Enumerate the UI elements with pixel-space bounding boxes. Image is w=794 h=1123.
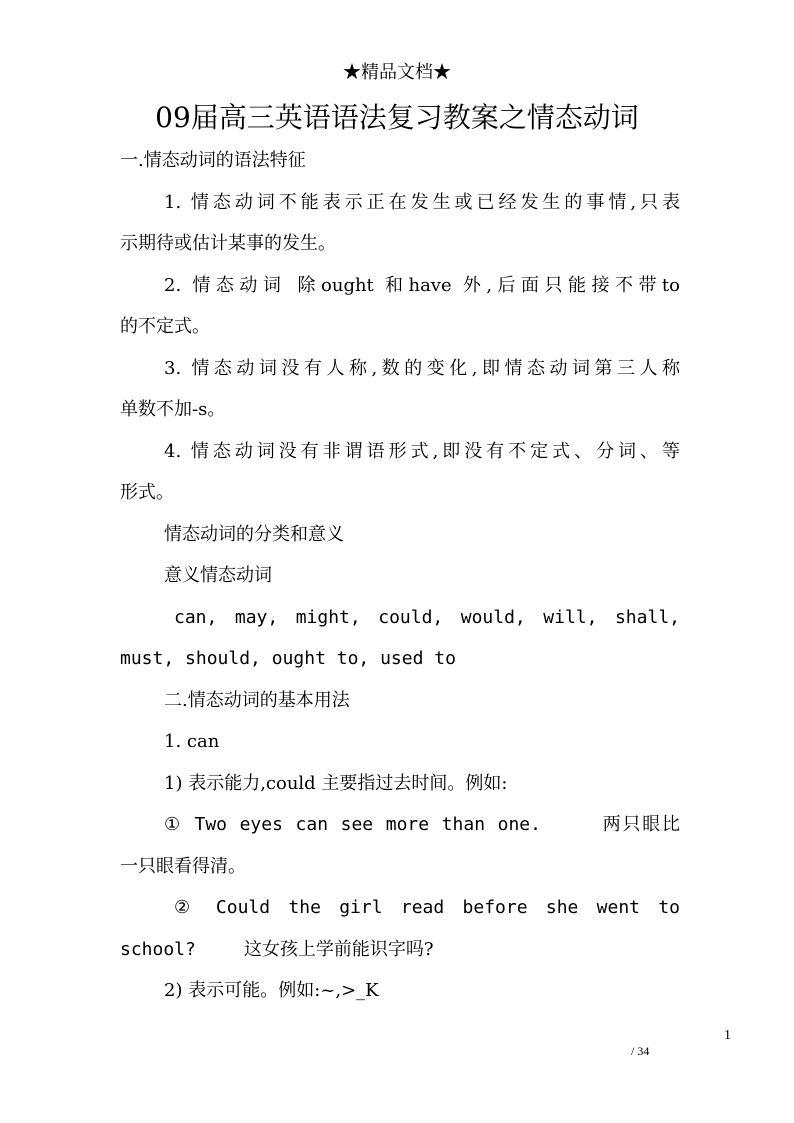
example-1-line-1 (120, 804, 680, 846)
can-heading: 1. can (164, 731, 220, 752)
possibility-note: 2) 表示可能。例如:~,>_K (164, 980, 379, 1001)
ability-note: 1) 表示能力,could 主要指过去时间。例如: (164, 772, 508, 794)
paragraph-3-line-1: 3. 情态动词没有人称,数的变化,即情态动词第三人称 (164, 357, 680, 379)
header-banner: ★精品文档★ (343, 62, 451, 83)
example-2-line-1: ② Could the girl read before she went to (174, 897, 680, 918)
paragraph-1-line-2: 示期待或估计某事的发生。 (120, 233, 336, 254)
paragraph-2-line-1: 2. 情态动词 除ought 和have 外,后面只能接不带to (164, 274, 680, 296)
classification-heading: 情态动词的分类和意义 (164, 523, 344, 545)
example-1-english: ① Two eyes can see more than one. (164, 814, 541, 835)
paragraph-4-line-2: 形式。 (120, 482, 174, 503)
section-heading-usage: 二.情态动词的基本用法 (164, 689, 350, 711)
example-2-chinese: 这女孩上学前能识字吗? (243, 938, 434, 960)
meaning-heading: 意义情态动词 (164, 565, 272, 586)
example-1-line-2: 一只眼看得清。 (120, 855, 246, 877)
paragraph-2-line-2: 的不定式。 (120, 316, 210, 337)
page-total: / 34 (631, 1044, 650, 1058)
paragraph-3-line-2: 单数不加-s。 (120, 399, 226, 420)
example-2-line-2 (120, 929, 680, 971)
paragraph-4-line-1: 4. 情态动词没有非谓语形式,即没有不定式、分词、等 (164, 440, 680, 462)
modal-list-line-1: can, may, might, could, would, will, shall, (174, 606, 680, 628)
page-number: 1 (724, 1028, 731, 1043)
example-1-chinese: 两只眼比 (600, 814, 681, 835)
modal-list-line-2: must, should, ought to, used to (120, 648, 456, 669)
document-title: 09届高三英语语法复习教案之情态动词 (155, 101, 639, 134)
paragraph-1-line-1: 1. 情态动词不能表示正在发生或已经发生的事情,只表 (164, 191, 680, 213)
section-heading-features: 一.情态动词的语法特征 (120, 150, 306, 171)
document-body (120, 140, 680, 1012)
example-2-english: school? (120, 938, 196, 960)
